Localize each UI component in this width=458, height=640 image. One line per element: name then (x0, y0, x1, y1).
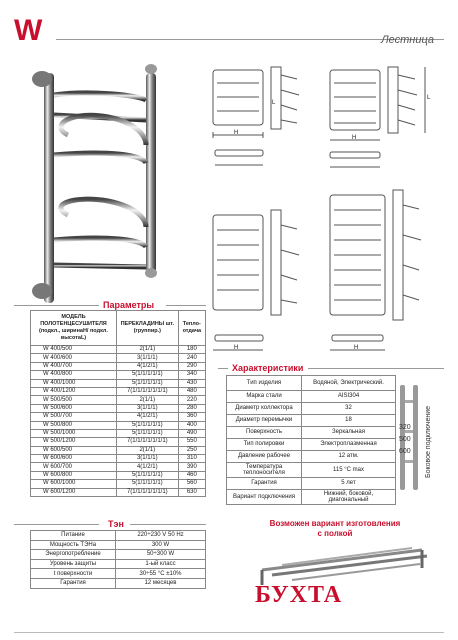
bars-cell: 4(1/2/1) (116, 463, 178, 471)
bars-cell: 2(1/1) (116, 446, 178, 454)
heat-cell: 490 (178, 429, 205, 437)
bars-cell: 7(1/1/1/1/1/1/1) (116, 488, 178, 496)
ten-label: t поверхности (31, 569, 116, 579)
bars-cell: 5(1/1/1/1/1) (116, 480, 178, 488)
chars-value: Нижний, боковой, диагональный (302, 490, 396, 505)
table-row (31, 455, 206, 463)
table-row (31, 413, 206, 421)
dim-h-label-3: H (234, 345, 239, 351)
shelf-note-line-1: Возможен вариант изготовления (269, 519, 401, 528)
table-row (227, 490, 396, 505)
side-value-2: 500 (399, 436, 411, 443)
table-row (31, 379, 206, 387)
technical-drawings (205, 55, 445, 365)
table-row (31, 480, 206, 488)
chars-label: Диаметр коллектора (227, 403, 302, 415)
ten-value: 1-ый класс (116, 559, 206, 569)
table-row (227, 376, 396, 391)
chars-title: Характеристики (232, 363, 304, 373)
table-row (227, 391, 396, 403)
table-row (31, 531, 206, 541)
heat-cell: 240 (178, 354, 205, 362)
bars-cell: 4(1/2/1) (116, 413, 178, 421)
heat-cell: 310 (178, 455, 205, 463)
table-row (31, 346, 206, 354)
table-row (31, 354, 206, 362)
heat-cell: 340 (178, 371, 205, 379)
heat-cell: 180 (178, 346, 205, 354)
shelf-note (240, 519, 430, 539)
heat-cell: 460 (178, 471, 205, 479)
chars-label: Вариант подключения (227, 490, 302, 505)
model-cell: W 400/600 (31, 354, 117, 362)
bars-cell: 5(1/1/1/1/1) (116, 371, 178, 379)
chars-label: Диаметр перемычки (227, 415, 302, 427)
chars-label: Давление рабочее (227, 451, 302, 463)
table-row (31, 540, 206, 550)
heat-cell: 480 (178, 387, 205, 395)
heat-cell: 280 (178, 404, 205, 412)
ten-value: 300 W (116, 540, 206, 550)
ten-label: Уровень защиты (31, 559, 116, 569)
params-header-model: МОДЕЛЬ ПОЛОТЕНЦЕСУШИТЕЛЯ (подкл., ширинаН/ подкл. высотаL) (31, 311, 117, 346)
chars-label: Температура теплоносителя (227, 463, 302, 478)
table-row (31, 438, 206, 446)
chars-value: 5 лет (302, 478, 396, 490)
dim-l-label-1: L (272, 100, 276, 106)
params-title: Параметры (103, 300, 155, 310)
ten-label: Гарантия (31, 578, 116, 588)
ten-value: 30÷55 °C ±10% (116, 569, 206, 579)
model-cell: W 500/500 (31, 396, 117, 404)
chars-divider-left (218, 368, 228, 369)
table-row (31, 569, 206, 579)
dim-l-label-2: L (427, 95, 431, 101)
brand-logo-text: БУХТА (255, 582, 343, 608)
ten-table (30, 530, 206, 589)
model-cell: W 400/800 (31, 371, 117, 379)
footer-divider (14, 632, 444, 633)
heat-cell: 630 (178, 488, 205, 496)
side-value-1: 320 (399, 424, 411, 431)
model-cell: W 600/800 (31, 471, 117, 479)
heat-cell: 220 (178, 396, 205, 404)
chars-value: 115 °С max (302, 463, 396, 478)
bars-cell: 5(1/1/1/1/1) (116, 429, 178, 437)
bars-cell: 5(1/1/1/1/1) (116, 471, 178, 479)
chars-label: Тип изделия (227, 376, 302, 391)
table-row (227, 451, 396, 463)
bars-cell: 3(1/1/1) (116, 354, 178, 362)
table-row (31, 559, 206, 569)
bars-cell: 3(1/1/1) (116, 455, 178, 463)
ten-label: Энергопотребление (31, 550, 116, 560)
table-row (31, 446, 206, 454)
params-table (30, 310, 206, 497)
product-subtitle: Лестница (381, 34, 434, 46)
chars-value: 32 (302, 403, 396, 415)
model-cell: W 500/600 (31, 404, 117, 412)
model-cell: W 400/1200 (31, 387, 117, 395)
heat-cell: 290 (178, 362, 205, 370)
model-cell: W 400/1000 (31, 379, 117, 387)
dim-h-label-4: H (354, 345, 359, 351)
chars-value: 18 (302, 415, 396, 427)
side-value-3: 600 (399, 448, 411, 455)
model-cell: W 600/700 (31, 463, 117, 471)
product-letter: W (14, 14, 43, 47)
bars-cell: 7(1/1/1/1/1/1/1) (116, 438, 178, 446)
model-cell: W 400/700 (31, 362, 117, 370)
table-row (31, 463, 206, 471)
model-cell: W 500/1200 (31, 438, 117, 446)
table-row (31, 429, 206, 437)
table-row (227, 478, 396, 490)
ten-divider-left (14, 524, 99, 525)
chars-value: Электроплазменная (302, 439, 396, 451)
params-header-bars: ПЕРЕКЛАДИНЫ шт. (группир.) (116, 311, 178, 346)
table-row (31, 471, 206, 479)
chars-value: Зеркальная (302, 427, 396, 439)
chars-table (226, 375, 396, 505)
ten-label: Питание (31, 531, 116, 541)
chars-value: Водяной, Электрический. (302, 376, 396, 391)
table-row (31, 488, 206, 496)
side-connection-label: Боковое подключение (425, 405, 432, 478)
model-cell: W 600/1000 (31, 480, 117, 488)
chars-divider-right (308, 368, 444, 369)
chars-value: 12 атм. (302, 451, 396, 463)
table-row (31, 387, 206, 395)
towel-rail-photo (28, 55, 178, 310)
bars-cell: 2(1/1) (116, 396, 178, 404)
table-row (31, 578, 206, 588)
brand-logo (255, 582, 342, 609)
bars-cell: 3(1/1/1) (116, 404, 178, 412)
ten-value: 12 месяцев (116, 578, 206, 588)
ten-label: Мощность ТЭНа (31, 540, 116, 550)
bars-cell: 2(1/1) (116, 346, 178, 354)
chars-label: Поверхность (227, 427, 302, 439)
table-row (31, 396, 206, 404)
heat-cell: 430 (178, 379, 205, 387)
heat-cell: 390 (178, 463, 205, 471)
chars-label: Марка стали (227, 391, 302, 403)
bars-cell: 4(1/2/1) (116, 362, 178, 370)
table-row (227, 427, 396, 439)
params-divider-right (166, 305, 206, 306)
params-header-row (31, 311, 206, 346)
model-cell: W 500/800 (31, 421, 117, 429)
bars-cell: 5(1/1/1/1/1) (116, 379, 178, 387)
ten-divider-right (130, 524, 206, 525)
model-cell: W 400/500 (31, 346, 117, 354)
table-row (227, 463, 396, 478)
heat-cell: 550 (178, 438, 205, 446)
heat-cell: 250 (178, 446, 205, 454)
chars-value: AISI304 (302, 391, 396, 403)
bars-cell: 7(1/1/1/1/1/1/1) (116, 387, 178, 395)
chars-label: Тип полировки (227, 439, 302, 451)
heat-cell: 400 (178, 421, 205, 429)
heat-cell: 360 (178, 413, 205, 421)
chars-label: Гарантия (227, 478, 302, 490)
model-cell: W 500/700 (31, 413, 117, 421)
params-header-heat: Тепло-отдача (178, 311, 205, 346)
bars-cell: 5(1/1/1/1/1) (116, 421, 178, 429)
model-cell: W 600/500 (31, 446, 117, 454)
table-row (31, 404, 206, 412)
ten-value: 220÷230 V 50 Hz (116, 531, 206, 541)
table-row (31, 421, 206, 429)
shelf-note-line-2: с полкой (317, 529, 353, 538)
ten-title: Тэн (108, 519, 124, 529)
table-row (31, 362, 206, 370)
model-cell: W 500/1000 (31, 429, 117, 437)
table-row (31, 371, 206, 379)
table-row (227, 439, 396, 451)
table-row (227, 403, 396, 415)
heat-cell: 560 (178, 480, 205, 488)
model-cell: W 600/1200 (31, 488, 117, 496)
params-divider-left (14, 305, 99, 306)
dim-h-label-2: H (352, 135, 357, 141)
dim-h-label-1: H (234, 130, 239, 136)
model-cell: W 600/600 (31, 455, 117, 463)
table-row (227, 415, 396, 427)
table-row (31, 550, 206, 560)
ten-value: 50÷300 W (116, 550, 206, 560)
